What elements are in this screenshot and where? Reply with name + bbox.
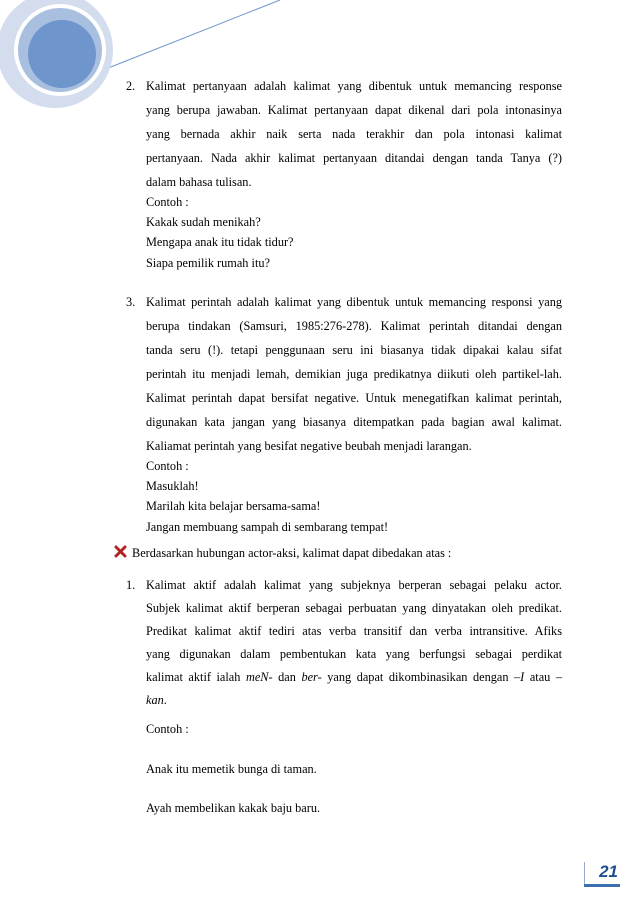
paragraph-line: Predikat kalimat aktif tediri atas verba transitif dan verba intransitive. Afiks: [146, 624, 562, 638]
paragraph-line: yang berupa jawaban. Kalimat pertanyaan dapat dikenal dari pola intonasinya: [146, 103, 562, 117]
paragraph-line: yang digunakan dalam pembentukan kata yang berfungsi sebagai perdikat: [146, 647, 562, 661]
bullet-text: Berdasarkan hubungan actor-aksi, kalimat dapat dibedakan atas :: [132, 546, 452, 560]
example-heading: Contoh :: [146, 459, 189, 473]
example-heading: Contoh :: [146, 722, 189, 736]
paragraph-line: yang bernada akhir naik serta nada terakhir dan pola intonasi kalimat: [146, 127, 562, 141]
item-number: 3.: [126, 295, 136, 309]
example-heading: Contoh :: [146, 195, 189, 209]
example-sentence: Siapa pemilik rumah itu?: [146, 256, 270, 270]
page-number-divider: [584, 862, 585, 884]
item-number: 1.: [126, 578, 136, 592]
paragraph-line: Kalimat perintah adalah kalimat yang dibentuk untuk memancing responsi yang: [146, 295, 562, 309]
example-sentence: Marilah kita belajar bersama-sama!: [146, 499, 321, 513]
example-sentence: Jangan membuang sampah di sembarang tempat!: [146, 520, 389, 534]
page-number: 21: [599, 862, 618, 881]
paragraph-line: kalimat aktif ialah meN- dan ber- yang dapat dikombinasikan dengan –I atau –: [146, 670, 563, 684]
paragraph-line: pertanyaan. Nada akhir kalimat pertanyaan ditandai dengan tanda Tanya (?): [146, 151, 562, 165]
example-sentence: Ayah membelikan kakak baju baru.: [146, 801, 321, 815]
paragraph-line: tanda seru (!). tetapi penggunaan seru ini biasanya tidak dipakai kalau sifat: [146, 343, 562, 357]
paragraph-line: berupa tindakan (Samsuri, 1985:276-278). Kalimat perintah ditandai dengan: [146, 319, 562, 333]
page-number-box: [584, 860, 620, 884]
example-sentence: Mengapa anak itu tidak tidur?: [146, 235, 294, 249]
example-sentence: Masuklah!: [146, 479, 199, 493]
paragraph-line: kan.: [146, 693, 167, 707]
example-sentence: Anak itu memetik bunga di taman.: [146, 762, 317, 776]
x-mark-icon: [114, 545, 127, 558]
example-sentence: Kakak sudah menikah?: [146, 215, 261, 229]
paragraph-line: Kalimat pertanyaan adalah kalimat yang dibentuk untuk memancing response: [146, 79, 562, 93]
paragraph-line: Kaliamat perintah yang besifat negative beubah menjadi larangan.: [146, 439, 472, 453]
paragraph-line: Kalimat perintah dapat bersifat negative. Untuk menegatifkan kalimat perintah,: [146, 391, 562, 405]
item-number: 2.: [126, 79, 136, 93]
page-number-underline: [584, 884, 620, 887]
paragraph-line: perintah itu menjadi lemah, demikian juga predikatnya diikuti oleh partikel-lah.: [146, 367, 562, 381]
paragraph-line: Subjek kalimat aktif berperan sebagai perbuatan yang dinyatakan oleh predikat.: [146, 601, 562, 615]
paragraph-line: Kalimat aktif adalah kalimat yang subjeknya berperan sebagai pelaku actor.: [146, 578, 562, 592]
paragraph-line: dalam bahasa tulisan.: [146, 175, 252, 189]
paragraph-line: digunakan kata jangan yang biasanya ditempatkan pada bagian awal kalimat.: [146, 415, 562, 429]
